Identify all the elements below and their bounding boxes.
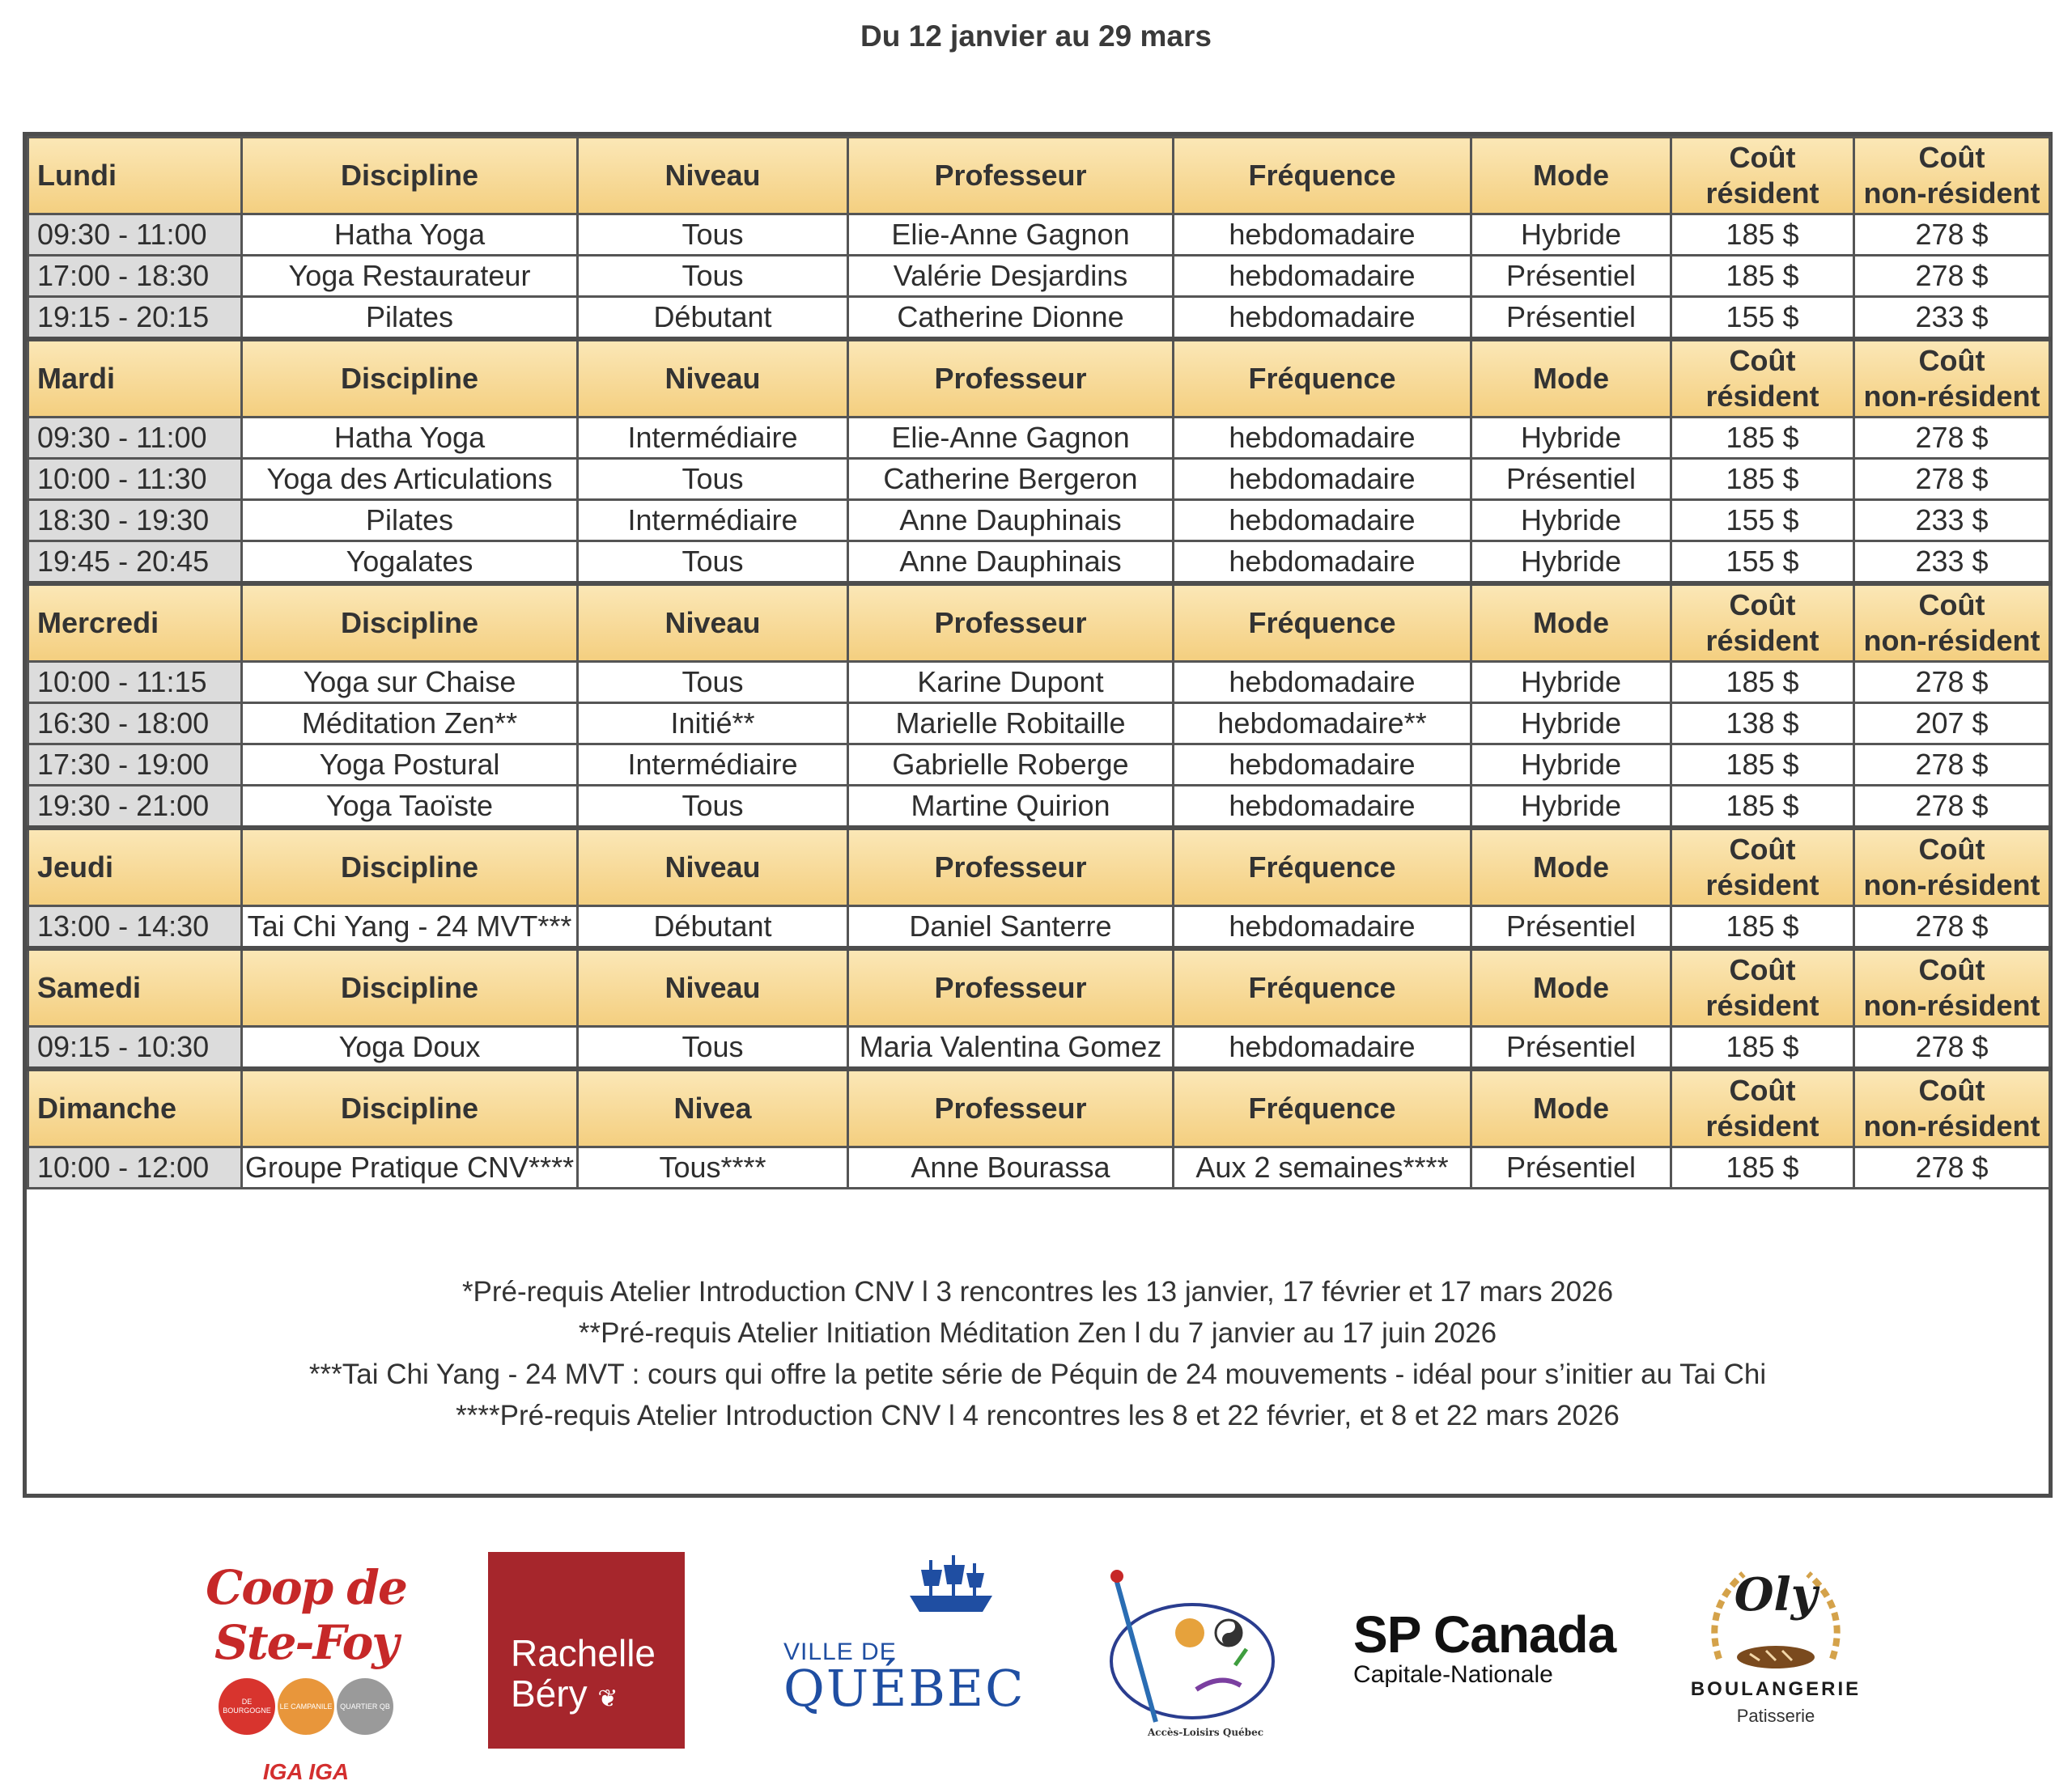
cell-mode: Présentiel [1471,1147,1671,1189]
header-niveau: Nivea [578,1069,848,1147]
cell-niveau: Intermédiaire [578,744,848,786]
cell-time: 10:00 - 11:30 [28,459,242,500]
cell-frequence: hebdomadaire [1174,744,1471,786]
cell-time: 09:30 - 11:00 [28,418,242,459]
cell-niveau: Tous [578,662,848,703]
header-cout-nonresident [1854,828,2050,906]
acces-caption: Accès-Loisirs Québec [1148,1727,1264,1738]
header-cout-nonresident-line2: non-résident [1863,989,2040,1022]
header-frequence: Fréquence [1174,583,1471,662]
header-cout-nonresident-line2: non-résident [1863,176,2040,210]
header-niveau: Niveau [578,828,848,906]
table-row [28,1147,2050,1189]
table-row [28,214,2050,256]
cell-resident: 185 $ [1671,906,1854,949]
cell-discipline: Yoga Restaurateur [242,256,578,297]
cell-nonresident: 278 $ [1854,662,2050,703]
day-name: Samedi [28,948,242,1027]
coop-wordmark: Coop de Ste-Foy [206,1560,406,1670]
cell-professeur: Martine Quirion [848,786,1174,829]
cell-professeur: Anne Bourassa [848,1147,1174,1189]
header-cout-nonresident [1854,1069,2050,1147]
header-professeur: Professeur [848,1069,1174,1147]
cell-mode: Hybride [1471,703,1671,744]
header-cout-resident-line2: résident [1705,176,1819,210]
cell-resident: 155 $ [1671,297,1854,340]
cell-mode: Hybride [1471,662,1671,703]
header-discipline: Discipline [242,828,578,906]
cell-professeur: Karine Dupont [848,662,1174,703]
cell-frequence: hebdomadaire [1174,906,1471,949]
header-cout-nonresident-line2: non-résident [1863,379,2040,413]
cell-professeur: Anne Dauphinais [848,500,1174,541]
acces-loisirs-emblem-icon [1099,1568,1279,1730]
header-cout-resident-line2: résident [1705,989,1819,1022]
cell-discipline: Yoga Postural [242,744,578,786]
table-row [28,703,2050,744]
table-row [28,906,2050,949]
header-cout-nonresident [1854,583,2050,662]
header-cout-nonresident-line1: Coût [1918,588,1985,621]
cell-niveau: Tous [578,459,848,500]
header-cout-nonresident [1854,948,2050,1027]
cell-niveau: Initié** [578,703,848,744]
spc-line1: SP Canada [1353,1605,1616,1664]
header-cout-resident [1671,948,1854,1027]
ship-icon [905,1554,994,1618]
cell-mode: Présentiel [1471,906,1671,949]
header-cout-resident-line1: Coût [1729,953,1796,986]
day-name: Mercredi [28,583,242,662]
header-cout-resident-line2: résident [1705,624,1819,657]
day-name: Lundi [28,138,242,214]
cell-frequence: hebdomadaire [1174,786,1471,829]
quebec-line2: QUÉBEC [783,1659,1025,1718]
cell-frequence: hebdomadaire [1174,214,1471,256]
cell-frequence: hebdomadaire [1174,459,1471,500]
day-header-row [28,1069,2050,1147]
header-discipline: Discipline [242,948,578,1027]
cell-time: 19:15 - 20:15 [28,297,242,340]
cell-professeur: Catherine Dionne [848,297,1174,340]
schedule-table [27,136,2051,1189]
cell-mode: Hybride [1471,214,1671,256]
table-row [28,786,2050,829]
header-niveau: Niveau [578,339,848,418]
cell-professeur: Daniel Santerre [848,906,1174,949]
header-frequence: Fréquence [1174,828,1471,906]
ville-de-quebec-logo [783,1586,1025,1718]
cell-niveau: Débutant [578,297,848,340]
day-header-row [28,138,2050,214]
cell-discipline: Groupe Pratique CNV**** [242,1147,578,1189]
header-cout-resident-line1: Coût [1729,1074,1796,1107]
cell-niveau: Tous [578,214,848,256]
table-row [28,500,2050,541]
header-niveau: Niveau [578,138,848,214]
cell-frequence: hebdomadaire [1174,662,1471,703]
cell-mode: Présentiel [1471,297,1671,340]
oly-line2: Patisserie [1736,1706,1815,1726]
header-cout-resident-line2: résident [1705,379,1819,413]
oly-boulangerie-logo [1687,1562,1865,1748]
cell-professeur: Elie-Anne Gagnon [848,418,1174,459]
cell-discipline: Yoga Doux [242,1027,578,1070]
quebec-line1: VILLE DE [783,1639,897,1665]
cell-resident: 185 $ [1671,786,1854,829]
iga-logos: IGA IGA [262,1759,350,1784]
header-niveau: Niveau [578,948,848,1027]
cell-frequence: hebdomadaire [1174,418,1471,459]
header-professeur: Professeur [848,583,1174,662]
header-cout-nonresident-line1: Coût [1918,344,1985,377]
cell-nonresident: 278 $ [1854,418,2050,459]
header-cout-nonresident-line1: Coût [1918,141,1985,174]
cell-resident: 155 $ [1671,541,1854,584]
cell-niveau: Tous [578,786,848,829]
rachelle-bery-logo [488,1552,685,1749]
cell-discipline: Hatha Yoga [242,214,578,256]
header-cout-nonresident-line1: Coût [1918,1074,1985,1107]
cell-professeur: Valérie Desjardins [848,256,1174,297]
cell-discipline: Hatha Yoga [242,418,578,459]
header-frequence: Fréquence [1174,1069,1471,1147]
rachelle-line2: Béry [511,1673,588,1715]
header-cout-resident-line2: résident [1705,868,1819,901]
rachelle-line1: Rachelle [511,1632,656,1674]
cell-nonresident: 207 $ [1854,703,2050,744]
cell-niveau: Tous [578,1027,848,1070]
header-cout-resident-line1: Coût [1729,588,1796,621]
table-row [28,297,2050,340]
cell-frequence: hebdomadaire [1174,297,1471,340]
header-cout-resident [1671,828,1854,906]
cell-professeur: Marielle Robitaille [848,703,1174,744]
cell-niveau: Intermédiaire [578,418,848,459]
cell-frequence: hebdomadaire [1174,500,1471,541]
table-row [28,541,2050,584]
header-frequence: Fréquence [1174,138,1471,214]
cell-professeur: Anne Dauphinais [848,541,1174,584]
cell-mode: Hybride [1471,500,1671,541]
header-cout-resident [1671,138,1854,214]
day-name: Mardi [28,339,242,418]
cell-time: 10:00 - 11:15 [28,662,242,703]
cell-niveau: Tous**** [578,1147,848,1189]
cell-time: 10:00 - 12:00 [28,1147,242,1189]
oly-line1: BOULANGERIE [1690,1678,1862,1700]
cell-nonresident: 233 $ [1854,541,2050,584]
oly-wordmark: Oly [1734,1568,1818,1622]
cell-professeur: Catherine Bergeron [848,459,1174,500]
cell-resident: 185 $ [1671,214,1854,256]
header-professeur: Professeur [848,339,1174,418]
leaf-icon: ❦ [597,1685,618,1712]
header-cout-nonresident-line2: non-résident [1863,624,2040,657]
header-cout-resident-line1: Coût [1729,344,1796,377]
cell-nonresident: 278 $ [1854,214,2050,256]
header-cout-resident [1671,1069,1854,1147]
sp-canada-logo [1353,1605,1628,1698]
cell-frequence: Aux 2 semaines**** [1174,1147,1471,1189]
header-cout-nonresident-line2: non-résident [1863,1109,2040,1143]
cell-mode: Hybride [1471,744,1671,786]
header-professeur: Professeur [848,828,1174,906]
cell-professeur: Gabrielle Roberge [848,744,1174,786]
cell-nonresident: 233 $ [1854,297,2050,340]
header-frequence: Fréquence [1174,948,1471,1027]
acces-loisirs-quebec-logo [1099,1568,1279,1738]
header-professeur: Professeur [848,948,1174,1027]
header-cout-nonresident-line2: non-résident [1863,868,2040,901]
cell-time: 16:30 - 18:00 [28,703,242,744]
cell-resident: 185 $ [1671,744,1854,786]
coop-ste-foy-logo [185,1560,427,1784]
cell-nonresident: 278 $ [1854,1027,2050,1070]
header-mode: Mode [1471,339,1671,418]
cell-discipline: Tai Chi Yang - 24 MVT*** [242,906,578,949]
footnote: ****Pré-requis Atelier Introduction CNV l 4 rencontres les 8 et 22 février, et 8 et 22 mars 2026 [456,1400,1620,1431]
coop-circle-quartier: QUARTIER QB [337,1678,393,1735]
header-cout-nonresident-line1: Coût [1918,833,1985,866]
cell-mode: Hybride [1471,541,1671,584]
cell-nonresident: 278 $ [1854,256,2050,297]
footnote: **Pré-requis Atelier Initiation Méditation Zen l du 7 janvier au 17 juin 2026 [578,1317,1497,1349]
header-discipline: Discipline [242,583,578,662]
cell-time: 17:00 - 18:30 [28,256,242,297]
header-discipline: Discipline [242,138,578,214]
cell-niveau: Débutant [578,906,848,949]
cell-time: 09:30 - 11:00 [28,214,242,256]
cell-resident: 138 $ [1671,703,1854,744]
cell-discipline: Pilates [242,500,578,541]
day-header-row [28,583,2050,662]
header-cout-nonresident-line1: Coût [1918,953,1985,986]
day-name: Jeudi [28,828,242,906]
header-mode: Mode [1471,828,1671,906]
cell-professeur: Maria Valentina Gomez [848,1027,1174,1070]
day-name: Dimanche [28,1069,242,1147]
header-discipline: Discipline [242,339,578,418]
cell-professeur: Elie-Anne Gagnon [848,214,1174,256]
cell-niveau: Tous [578,541,848,584]
cell-resident: 155 $ [1671,500,1854,541]
footnote: *Pré-requis Atelier Introduction CNV l 3 rencontres les 13 janvier, 17 février et 17 mars 2026 [461,1276,1614,1308]
cell-niveau: Tous [578,256,848,297]
schedule-table-frame [23,132,2053,1498]
cell-time: 09:15 - 10:30 [28,1027,242,1070]
header-cout-nonresident [1854,339,2050,418]
page-title: Du 12 janvier au 29 mars [860,19,1212,53]
coop-circles [185,1678,427,1748]
cell-discipline: Pilates [242,297,578,340]
cell-time: 19:30 - 21:00 [28,786,242,829]
header-cout-resident [1671,339,1854,418]
cell-nonresident: 278 $ [1854,906,2050,949]
cell-mode: Hybride [1471,786,1671,829]
footnotes [27,1271,2049,1436]
footnote: ***Tai Chi Yang - 24 MVT : cours qui offre la petite série de Péquin de 24 mouvements - idéal pour s’initier au Tai Chi [308,1359,1767,1390]
header-discipline: Discipline [242,1069,578,1147]
coop-circle-campanile: LE CAMPANILE [278,1678,334,1735]
cell-frequence: hebdomadaire** [1174,703,1471,744]
cell-frequence: hebdomadaire [1174,256,1471,297]
day-header-row [28,828,2050,906]
sponsor-logos [0,1537,2072,1784]
cell-nonresident: 278 $ [1854,1147,2050,1189]
cell-mode: Présentiel [1471,459,1671,500]
header-professeur: Professeur [848,138,1174,214]
header-frequence: Fréquence [1174,339,1471,418]
cell-nonresident: 278 $ [1854,744,2050,786]
table-row [28,1027,2050,1070]
header-mode: Mode [1471,948,1671,1027]
header-cout-resident [1671,583,1854,662]
cell-discipline: Yoga des Articulations [242,459,578,500]
cell-time: 18:30 - 19:30 [28,500,242,541]
coop-circle-bourgogne: DE BOURGOGNE [219,1678,275,1735]
header-mode: Mode [1471,1069,1671,1147]
table-row [28,256,2050,297]
table-row [28,662,2050,703]
cell-resident: 185 $ [1671,418,1854,459]
cell-time: 13:00 - 14:30 [28,906,242,949]
cell-time: 17:30 - 19:00 [28,744,242,786]
cell-frequence: hebdomadaire [1174,541,1471,584]
cell-resident: 185 $ [1671,662,1854,703]
cell-discipline: Yoga sur Chaise [242,662,578,703]
cell-nonresident: 233 $ [1854,500,2050,541]
spc-line2: Capitale-Nationale [1353,1661,1553,1688]
cell-discipline: Yoga Taoïste [242,786,578,829]
header-cout-resident-line1: Coût [1729,141,1796,174]
header-mode: Mode [1471,138,1671,214]
cell-discipline: Yogalates [242,541,578,584]
cell-resident: 185 $ [1671,459,1854,500]
cell-resident: 185 $ [1671,1147,1854,1189]
cell-discipline: Méditation Zen** [242,703,578,744]
cell-time: 19:45 - 20:45 [28,541,242,584]
cell-nonresident: 278 $ [1854,459,2050,500]
table-row [28,418,2050,459]
table-row [28,459,2050,500]
cell-frequence: hebdomadaire [1174,1027,1471,1070]
cell-niveau: Intermédiaire [578,500,848,541]
day-header-row [28,948,2050,1027]
header-niveau: Niveau [578,583,848,662]
cell-mode: Présentiel [1471,1027,1671,1070]
day-header-row [28,339,2050,418]
cell-mode: Présentiel [1471,256,1671,297]
cell-mode: Hybride [1471,418,1671,459]
cell-nonresident: 278 $ [1854,786,2050,829]
cell-resident: 185 $ [1671,1027,1854,1070]
header-cout-resident-line1: Coût [1729,833,1796,866]
header-cout-nonresident [1854,138,2050,214]
header-cout-resident-line2: résident [1705,1109,1819,1143]
header-mode: Mode [1471,583,1671,662]
cell-resident: 185 $ [1671,256,1854,297]
table-row [28,744,2050,786]
